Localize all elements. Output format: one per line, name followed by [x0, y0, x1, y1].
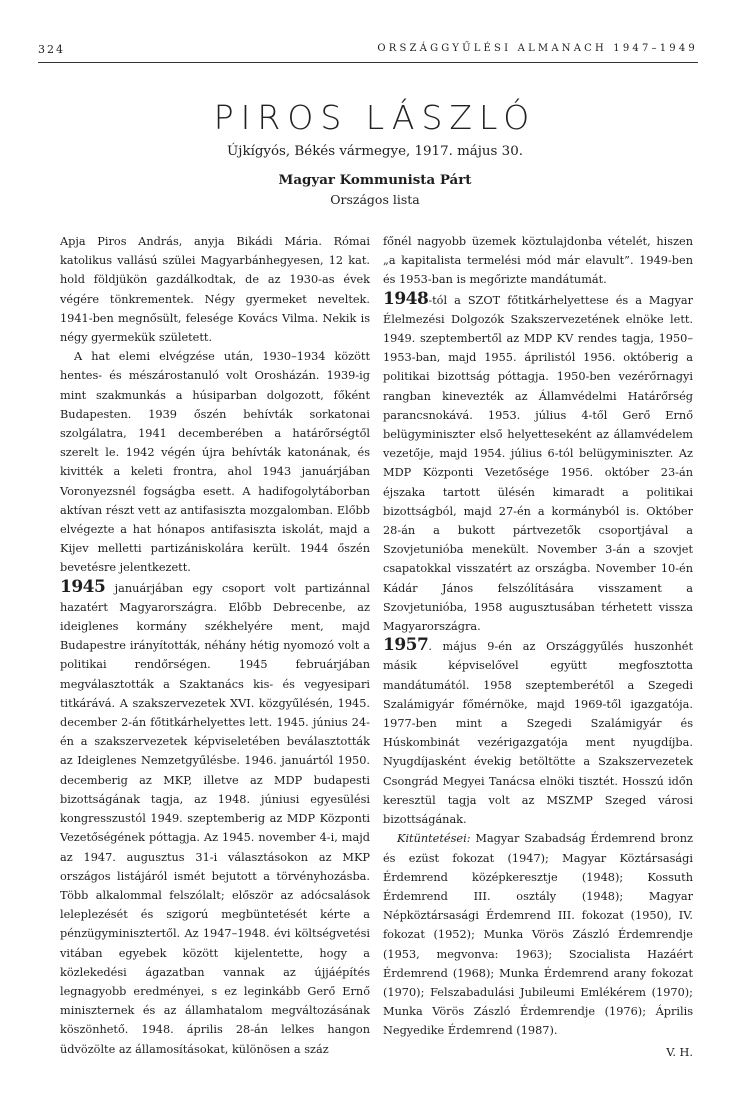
awards-text: Magyar Szabadság Érdemrend bronz és ezüst fokozat (1947); Magyar Köztársasági Érdemrend középkeresztje (1948); Kossuth Érdemrend III. osztály (1948); Magyar Népköztársasági Érdemrend III. fokozat (1950), IV. fokozat (1952); Munka Vörös Zászló Érdemrendje (1953, megvonva: 1963); Szocialista Hazáért Érdemrend (1968); Munka Érdemrend arany fokozat (1970); Felszabadulási Jubileumi Emlékérem (1970); Munka Vörös Zászló Érdemrendje (1976); Április Negyedike Érdemrend (1987). — [383, 832, 693, 1038]
author-signature: V. H. — [666, 1045, 693, 1059]
year-marker: 1945 — [60, 576, 106, 597]
awards-label: Kitüntetései: — [397, 832, 471, 846]
paragraph-text: -tól a SZOT főtitkárhelyettese és a Magyar Élelmezési Dolgozók Szakszervezetének elnöke lett. 1949. szeptembertől az MDP KV rendes tagja, 1950–1953-ban, majd 1955. áprilistól 1956. októberig a politikai bizottság póttagja. 1950-ben vezérőrnagyi rangban kinevezték az Államvédelmi Határőrség parancsnokává. 1953. július 4-től Gerő Ernő belügyminiszter első helyetteseként az államvédelem vezetője, majd 1954. július 6-tól belügyminiszter. Az MDP Központi Vezetősége 1956. október 23-án éjszaka tartott ülésén kimaradt a politikai bizottságból, majd 27-én a kormányból is. Október 28-án a bukott pártvezetők csoportjával a Szovjetunióba menekült. November 3-án a szovjet csapatokkal visszatért az országba. November 10-én Kádár János felszólítására visszament a Szovjetunióba, 1958 augusztusában térhetett vissza Magyarországra. — [383, 293, 693, 634]
paragraph-continuation: főnél nagyobb üzemek köztulajdonba vételét, hiszen „a kapitalista termelési mód már elavult”. 1949-ben és 1953-ban is megőrizte mandátumát. — [383, 235, 693, 287]
paragraph-1945 — [60, 578, 370, 1059]
right-column — [383, 232, 693, 1062]
running-title: ORSZÁGGYŰLÉSI ALMANACH 1947–1949 — [377, 43, 698, 54]
paragraph-awards — [383, 829, 693, 1040]
entry-heading — [60, 96, 690, 209]
paragraph-text: januárjában egy csoport volt partizánnal hazatért Magyarországra. Előbb Debrecenbe, az ideiglenes kormány székhelyére ment, majd Budapestre irányították, néhány hétig nyomozó volt a politikai rendőrségen. 1945 februárjában megválasztották a Szaktanács kis- és vegyesipari titkárává. A szakszervezetek XVI. közgyűlésén, 1945. december 2-án főtitkárhelyettes lett. 1945. június 24-én a szakszervezetek képviseletében beválasztották az Ideiglenes Nemzetgyűlésbe. 1946. januártól 1950. decemberig az MKP, illetve az MDP budapesti bizottságának tagja, az 1948. júniusi egyesülési kongresszustól 1949. szeptemberig az MDP Központi Vezetőségének póttagja. Az 1945. november 4-i, majd az 1947. augusztus 31-i választásokon az MKP országos listájáról ismét bejutott a törvényhozásba. Több alkalommal felszólalt; először az adócsalások leleplezését és szigorú megbüntetését kérte a pénzügyminisztertől. Az 1947–1948. évi költségvetési vitában egyebek között kijelentette, hogy a közlekedési ágazatban vannak az újjáépítés legnagyobb eredményei, s ez leginkább Gerő Ernő miniszternek és az államhatalom megváltozásának köszönhető. 1948. április 28-án lelkes hangon üdvözölte az államosításokat, különösen a száz — [60, 581, 370, 1056]
running-header — [38, 43, 698, 59]
person-name: PIROS LÁSZLÓ — [213, 98, 537, 137]
list-type: Országos lista — [330, 192, 420, 207]
party-name: Magyar Kommunista Párt — [278, 172, 472, 188]
paragraph-family: Apja Piros András, anyja Bikádi Mária. Római katolikus vallású szülei Magyarbánhegyesen, 12 kat. hold földjükön gazdálkodtak, de az 1930-as évek végére tönkrementek. Négy gyermeket neveltek. 1941-ben megnősült, felesége Kovács Vilma. Nekik is négy gyermekük született. — [60, 235, 370, 345]
year-marker: 1948 — [383, 288, 429, 309]
paragraph-early-life: A hat elemi elvégzése után, 1930–1934 között hentes- és mészárostanuló volt Orosházán. 1939-ig mint szakmunkás a húsiparban dolgozott, főként Budapesten. 1939 őszén behívták sorkatonai szolgálatra, 1941 decemberében a határőrségtől szerelt le. 1942 végén újra behívták katonának, és kivitték a keleti frontra, ahol 1943 januárjában Voronyezsnél fogságba esett. A hadifogolytáborban aktívan részt vett az antifasiszta mozgalomban. Előbb elvégezte a hat hónapos antifasiszta iskolát, majd a Kijev melletti partizániskolára került. 1944 őszén bevetésre jelentkezett. — [60, 350, 370, 575]
paragraph-text: . május 9-én az Országgyűlés huszonhét másik képviselővel együtt megfosztotta mandátumától. 1958 szeptemberétől a Szegedi Szalámigyár főmérnöke, majd 1969-től igazgatója. 1977-ben mint a Szegedi Szalámigyár és Húskombinát vezérigazgatója ment nyugdíjba. Nyugdíjasként évekig betöltötte a Szakszervezetek Csongrád Megyei Tanácsa elnöki tisztét. Hosszú időn keresztül tagja volt az MSZMP Szeged városi bizottságának. — [383, 640, 693, 827]
page-number: 324 — [38, 43, 65, 56]
paragraph-1948 — [383, 290, 693, 637]
left-column — [60, 232, 370, 1059]
year-marker: 1957 — [383, 635, 429, 656]
birth-info: Újkígyós, Békés vármegye, 1917. május 30. — [227, 144, 523, 159]
paragraph-1957 — [383, 636, 693, 829]
header-rule — [38, 62, 698, 63]
